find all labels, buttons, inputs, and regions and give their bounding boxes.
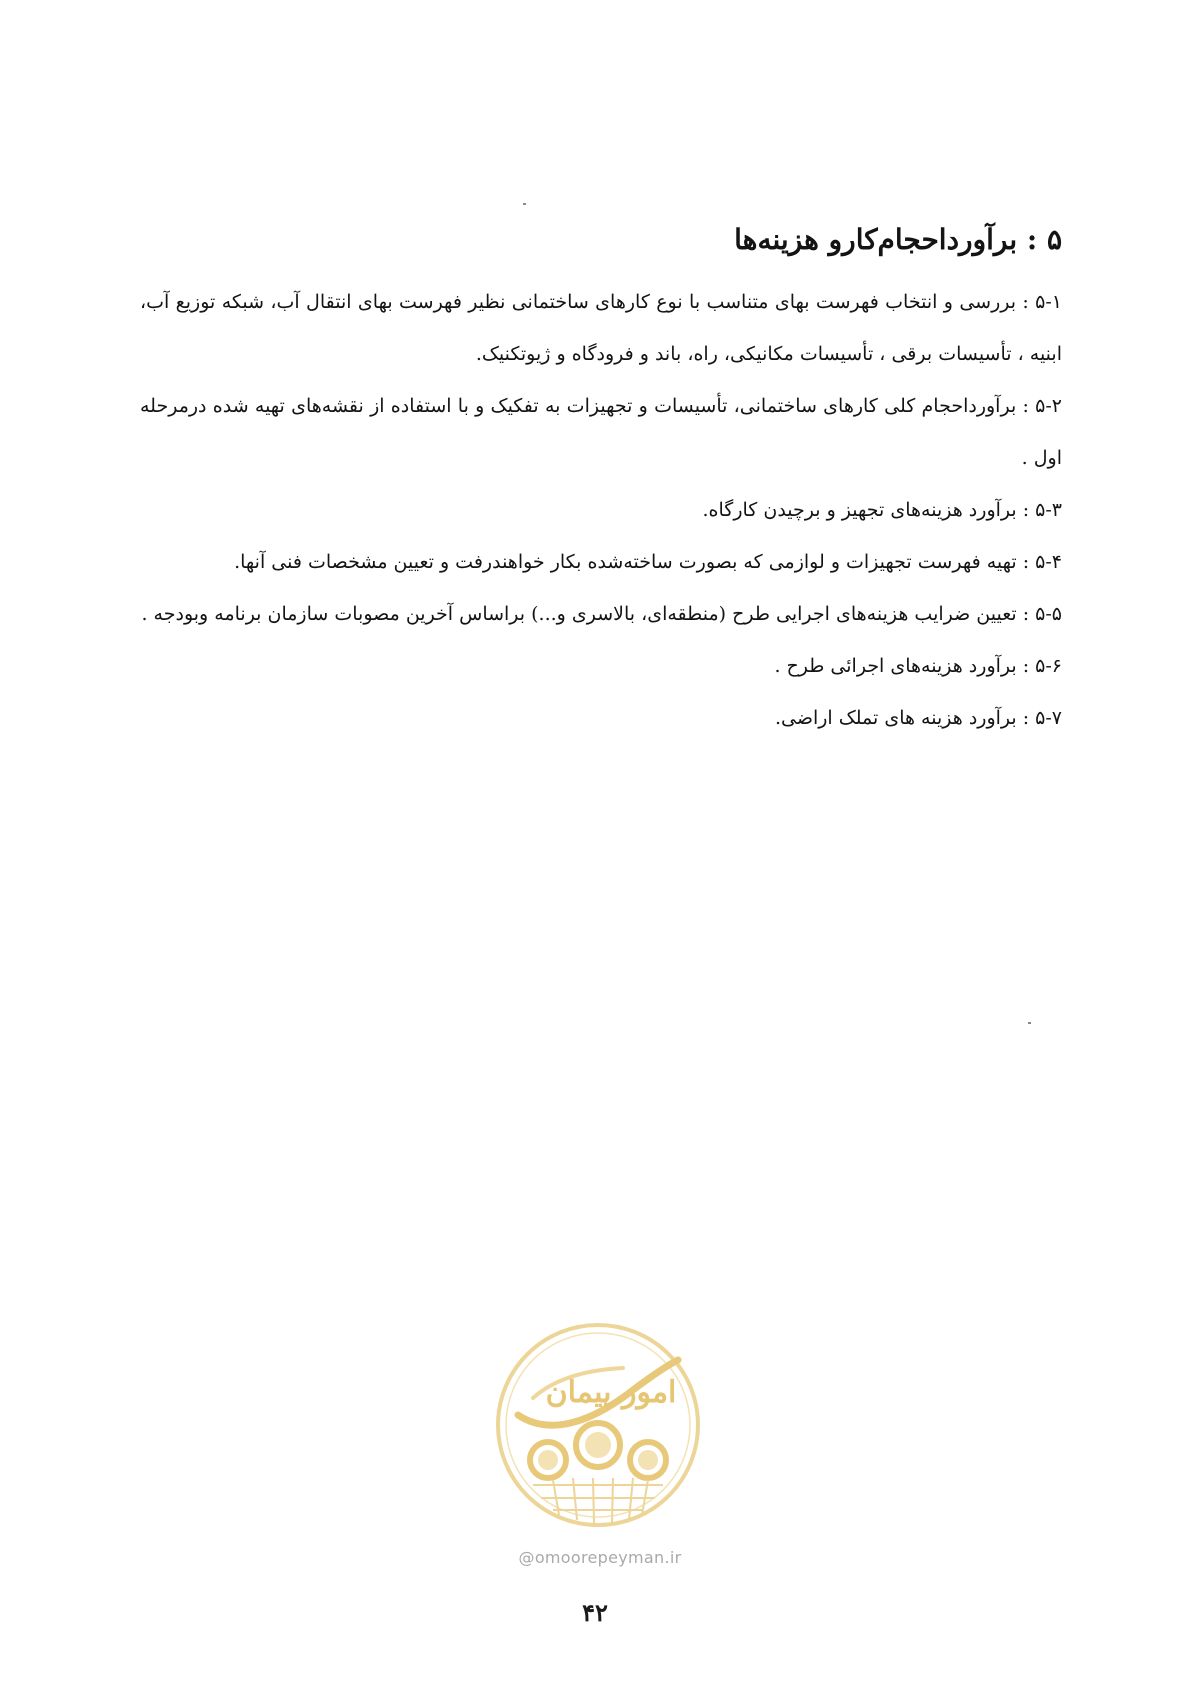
section-heading: ۵ : برآورداحجام‌کارو هزینه‌ها — [734, 223, 1062, 256]
main-content — [140, 218, 1062, 744]
page-number: ۴۲ — [582, 1598, 608, 1627]
watermark-url: @omoorepeyman.ir — [518, 1548, 682, 1567]
paragraph-5-7: ۵-۷ : برآورد هزینه های تملک اراضی. — [774, 707, 1062, 729]
omoor-peyman-logo — [493, 1320, 703, 1530]
paragraph-5-2: ۵-۲ : برآورداحجام کلی کارهای ساختمانی، تأسیسات و تجهیزات به تفکیک و با استفاده از نقشه‌های تهیه شده درمرحله اول . — [140, 395, 1062, 469]
paragraph-5-1: ۵-۱ : بررسی و انتخاب فهرست بهای متناسب با نوع کارهای ساختمانی نظیر فهرست بهای انتقال آب، شبکه توزیع آب، ابنیه ، تأسیسات برقی ، تأسیسات مکانیکی، راه، باند و فرودگاه و ژیوتکنیک. — [140, 291, 1062, 365]
stray-mark — [1028, 1022, 1031, 1024]
paragraph-5-5: ۵-۵ : تعیین ضرایب هزینه‌های اجرایی طرح (منطقه‌ای، بالاسری و...) براساس آخرین مصوبات سازمان برنامه وبودجه . — [141, 603, 1062, 625]
paragraph-5-3: ۵-۳ : برآورد هزینه‌های تجهیز و برچیدن کارگاه. — [702, 499, 1062, 521]
logo-text: امور پیمان — [545, 1375, 677, 1410]
stray-mark — [523, 203, 526, 205]
paragraph-5-6: ۵-۶ : برآورد هزینه‌های اجرائی طرح . — [774, 655, 1062, 677]
paragraph-5-4: ۵-۴ : تهیه فهرست تجهیزات و لوازمی که بصورت ساخته‌شده بکار خواهندرفت و تعیین مشخصات فنی آنها. — [234, 551, 1062, 573]
